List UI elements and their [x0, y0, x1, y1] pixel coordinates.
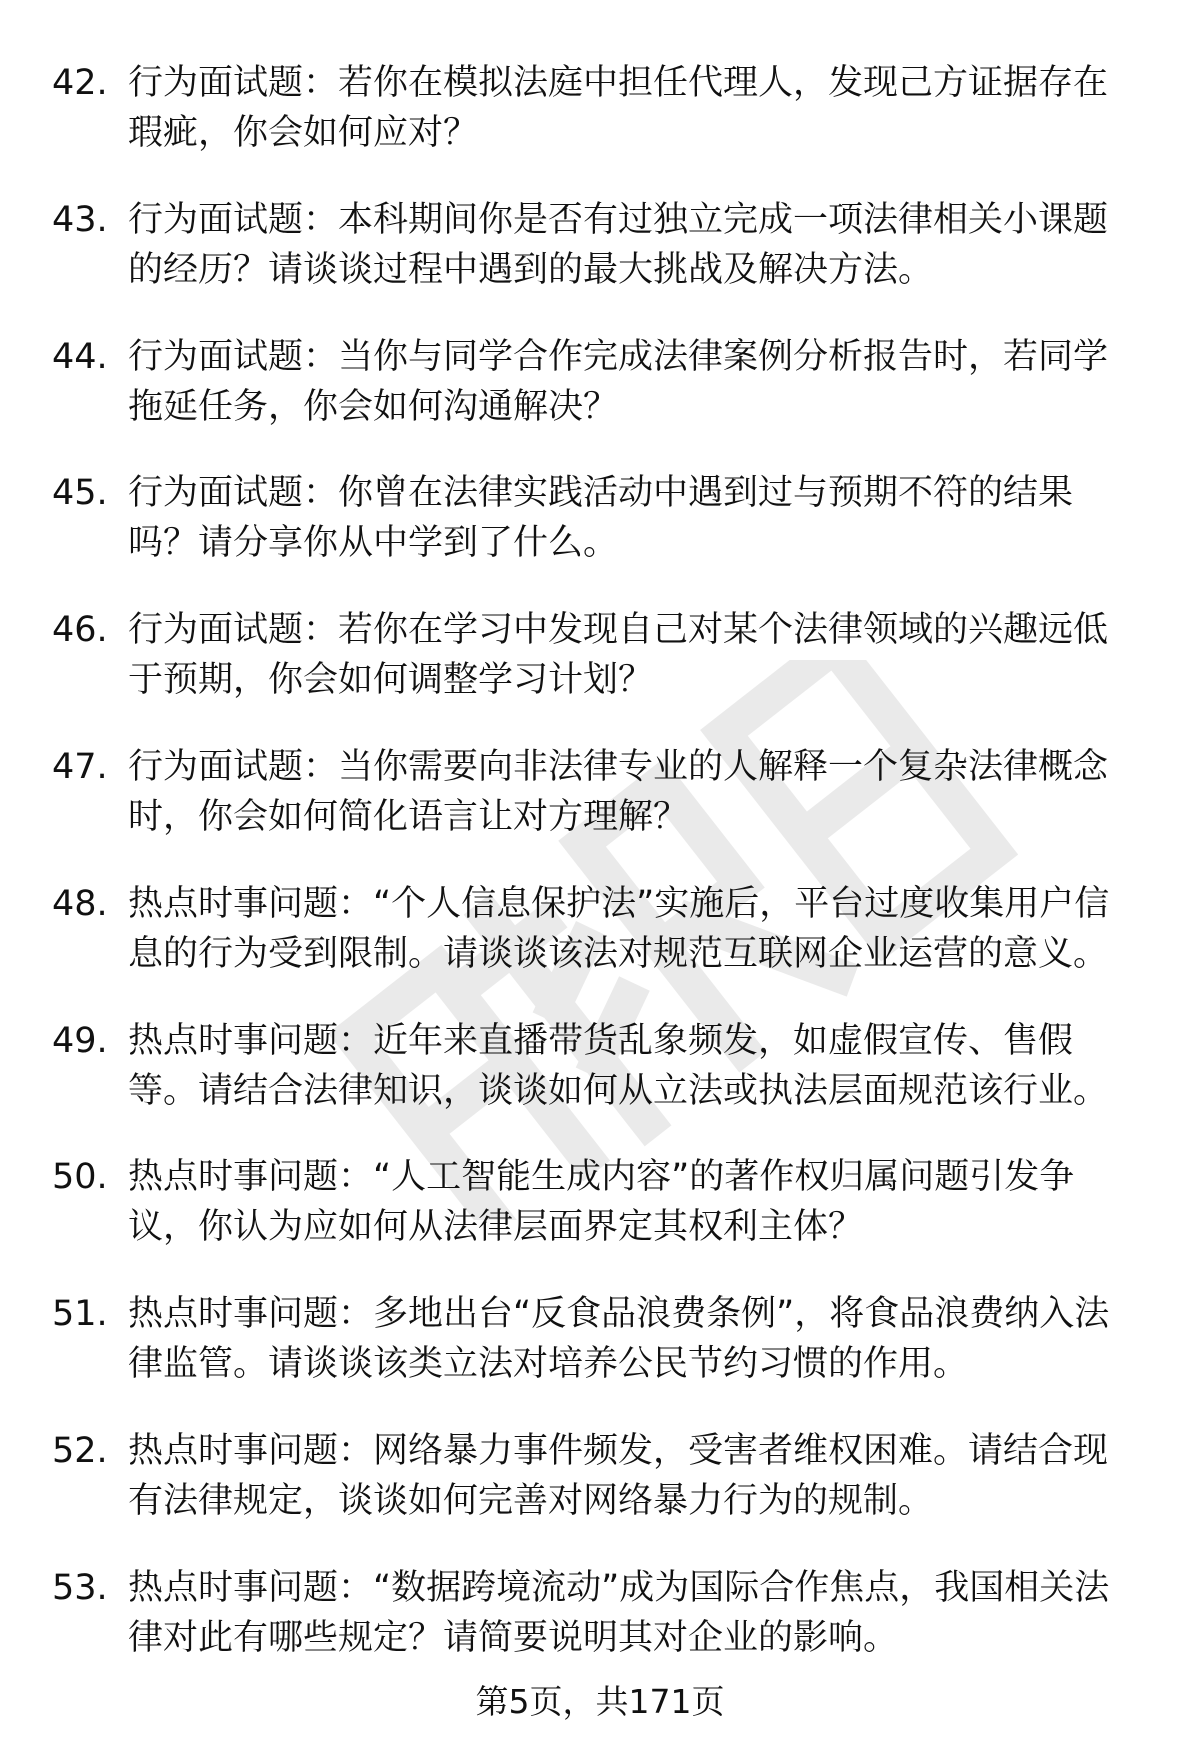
question-item	[52, 1152, 1142, 1252]
question-number: 52.	[52, 1430, 108, 1471]
question-text: 热点时事问题：近年来直播带货乱象频发，如虚假宣传、售假等。请结合法律知识，谈谈如何从立法或执法层面规范该行业。	[128, 1020, 1109, 1111]
question-text: 行为面试题：若你在学习中发现自己对某个法律领域的兴趣远低于预期，你会如何调整学习计划？	[128, 610, 1109, 701]
question-text: 热点时事问题：多地出台“反食品浪费条例”，将食品浪费纳入法律监管。请谈谈该类立法对培养公民节约习惯的作用。	[128, 1294, 1110, 1385]
question-item	[52, 879, 1142, 979]
question-number: 49.	[52, 1020, 108, 1061]
question-text: 行为面试题：本科期间你是否有过独立完成一项法律相关小课题的经历？请谈谈过程中遇到的最大挑战及解决方法。	[128, 199, 1109, 290]
question-text: 行为面试题：当你需要向非法律专业的人解释一个复杂法律概念时，你会如何简化语言让对方理解？	[128, 746, 1109, 837]
question-item	[52, 58, 1142, 158]
question-number: 45.	[52, 473, 108, 514]
question-text: 行为面试题：当你与同学合作完成法律案例分析报告时，若同学拖延任务，你会如何沟通解决？	[128, 336, 1109, 427]
page-footer: 第5页，共171页	[475, 1682, 725, 1721]
question-text: 热点时事问题：“个人信息保护法”实施后，平台过度收集用户信息的行为受到限制。请谈谈该法对规范互联网企业运营的意义。	[128, 883, 1110, 974]
question-item	[52, 605, 1142, 705]
question-number: 48.	[52, 883, 108, 924]
question-number: 46.	[52, 610, 108, 651]
question-item	[52, 1563, 1142, 1663]
question-text: 行为面试题：若你在模拟法庭中担任代理人，发现己方证据存在瑕疵，你会如何应对？	[128, 63, 1109, 153]
question-number: 43.	[52, 199, 108, 240]
question-item	[52, 1426, 1142, 1526]
question-text: 热点时事问题：网络暴力事件频发，受害者维权困难。请结合现有法律规定，谈谈如何完善对网络暴力行为的规制。	[128, 1430, 1109, 1521]
question-item	[52, 742, 1142, 842]
question-item	[52, 195, 1142, 295]
question-item	[52, 1289, 1142, 1389]
question-item	[52, 1016, 1142, 1116]
question-number: 53.	[52, 1567, 108, 1608]
question-list	[52, 58, 1142, 1700]
question-number: 51.	[52, 1294, 108, 1335]
question-number: 47.	[52, 746, 108, 787]
question-text: 行为面试题：你曾在法律实践活动中遇到过与预期不符的结果吗？请分享你从中学到了什么。	[128, 473, 1074, 564]
question-item	[52, 332, 1142, 432]
question-number: 44.	[52, 336, 108, 377]
question-item	[52, 468, 1142, 568]
question-number: 50.	[52, 1157, 108, 1198]
question-text: 热点时事问题：“数据跨境流动”成为国际合作焦点，我国相关法律对此有哪些规定？请简要说明其对企业的影响。	[128, 1567, 1110, 1658]
question-number: 42.	[52, 63, 108, 103]
question-text: 热点时事问题：“人工智能生成内容”的著作权归属问题引发争议，你认为应如何从法律层面界定其权利主体？	[128, 1157, 1075, 1248]
